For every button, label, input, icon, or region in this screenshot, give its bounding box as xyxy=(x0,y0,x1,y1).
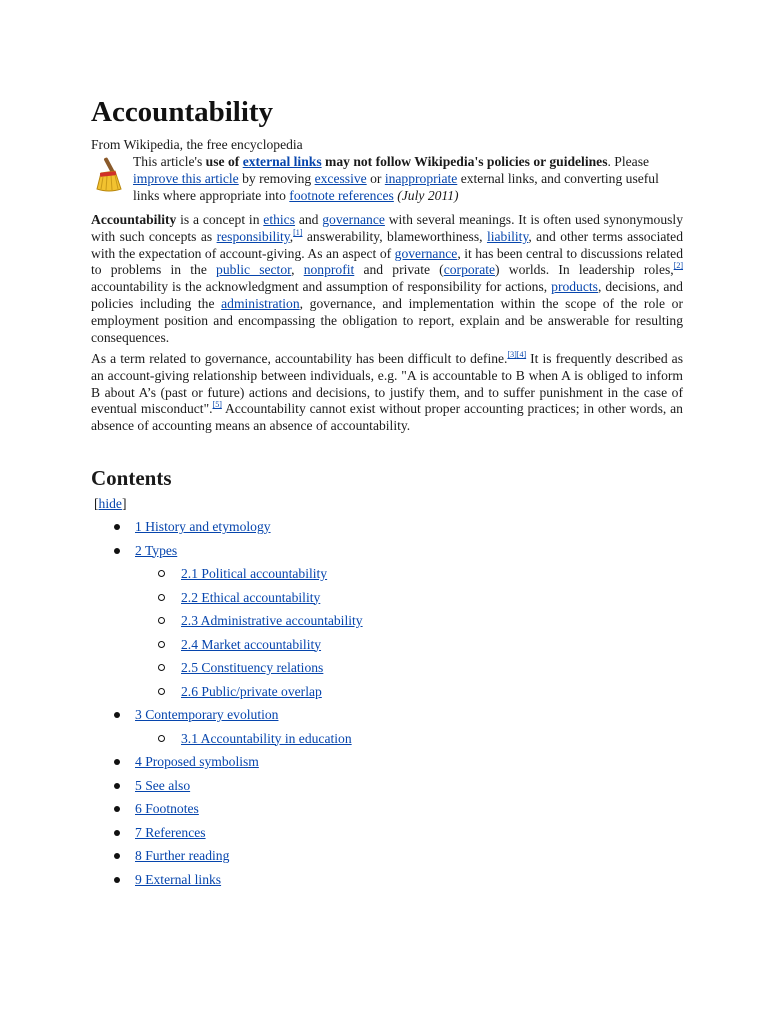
paragraph-text: , xyxy=(289,228,294,244)
broom-icon xyxy=(91,155,127,193)
products-link[interactable]: products xyxy=(551,279,598,295)
citation-link[interactable]: [1] xyxy=(293,227,303,237)
notice-text-part: by removing xyxy=(238,171,315,186)
toc-item xyxy=(91,515,651,539)
notice-text-part: use of xyxy=(205,154,243,169)
ethics-link[interactable]: ethics xyxy=(263,212,296,227)
toc-link-history-and-etymology[interactable]: 1 History and etymology xyxy=(135,519,271,534)
paragraph-text: , governance, and implementation within the scope of the role or employment position and encompassing the obligation to report, explain and be answerable for resulting consequences. xyxy=(91,295,684,345)
toc-subitem xyxy=(91,609,651,633)
external-links-link[interactable]: external links xyxy=(242,154,322,169)
toc-link-further-reading[interactable]: 8 Further reading xyxy=(135,848,230,863)
corporate-link[interactable]: corporate xyxy=(443,262,496,278)
paragraph-text: , xyxy=(291,262,304,278)
notice-text-part: may not follow Wikipedia's policies or guidelines xyxy=(321,154,608,169)
toc-link-accountability-in-education[interactable]: 3.1 Accountability in education xyxy=(181,730,352,746)
toc-link-political-accountability[interactable]: 2.1 Political accountability xyxy=(181,566,328,581)
notice-text-part: This article's xyxy=(133,154,206,169)
page-subtitle: From Wikipedia, the free encyclopedia xyxy=(91,137,303,152)
notice-text xyxy=(133,153,685,204)
nonprofit-link[interactable]: nonprofit xyxy=(303,262,355,278)
notice-bold-part xyxy=(206,154,608,169)
intro-paragraph xyxy=(91,212,683,346)
toc-item xyxy=(91,750,651,774)
toc-link-ethical-accountability[interactable]: 2.2 Ethical accountability xyxy=(181,589,321,605)
toc-link-contemporary-evolution[interactable]: 3 Contemporary evolution xyxy=(135,707,279,722)
toc-link-external-links[interactable]: 9 External links xyxy=(135,871,222,887)
contents-heading: Contents xyxy=(91,466,172,490)
toc-subitem xyxy=(91,727,651,751)
external-links-notice xyxy=(91,153,683,205)
toc-item xyxy=(91,797,651,821)
responsibility-link[interactable]: responsibility xyxy=(216,228,290,244)
paragraph-text: and xyxy=(295,212,323,227)
notice-text-part: . Please xyxy=(607,154,650,169)
liability-link[interactable]: liability xyxy=(486,228,529,244)
paragraph-text: accountability is the acknowledgment and assumption of responsibility for actions, xyxy=(91,279,552,295)
paragraph-text: is a concept in xyxy=(176,212,264,227)
toc-item xyxy=(91,774,651,798)
toc-bracket: [ xyxy=(94,496,99,511)
page-title: Accountability xyxy=(91,96,274,128)
improve-article-link[interactable]: improve this article xyxy=(133,171,239,186)
citation-link[interactable]: [4] xyxy=(516,350,527,359)
notice-text-part: external links, and converting useful links where appropriate into xyxy=(133,171,659,203)
term-bold: Accountability xyxy=(91,212,177,227)
toc-toggle xyxy=(94,495,126,513)
citation-link[interactable]: [2] xyxy=(673,261,684,271)
toc-subitem xyxy=(91,633,651,657)
paragraph-text: answerability, blameworthiness, xyxy=(302,228,487,244)
toc-link-footnotes[interactable]: 6 Footnotes xyxy=(135,801,199,816)
citation-ref xyxy=(674,261,683,270)
paragraph-text: with several meanings. It is often used synonymously with such concepts as xyxy=(91,212,683,244)
toc-subitem xyxy=(91,562,651,586)
toc-item xyxy=(91,844,651,868)
citation-link[interactable]: [5] xyxy=(212,400,222,410)
paragraph-text: As a term related to governance, accountability has been difficult to define. xyxy=(91,351,508,366)
governance-link[interactable]: governance xyxy=(322,212,385,227)
toc-item xyxy=(91,868,651,892)
public-sector-link[interactable]: public sector xyxy=(216,262,292,278)
toc-link-public-private-overlap[interactable]: 2.6 Public/private overlap xyxy=(181,683,322,699)
administration-link[interactable]: administration xyxy=(221,295,300,311)
toc-link-market-accountability[interactable]: 2.4 Market accountability xyxy=(181,636,322,652)
toc-subitem xyxy=(91,656,651,680)
toc-link-constituency-relations[interactable]: 2.5 Constituency relations xyxy=(181,660,324,675)
paragraph-text: , decisions, and policies including the xyxy=(91,279,683,311)
toc-item xyxy=(91,703,651,727)
paragraph-text: ) worlds. In leadership roles, xyxy=(495,262,674,278)
paragraph-text: , it has been central to discussions related to problems in the xyxy=(91,245,683,278)
notice-date: (July 2011) xyxy=(397,188,459,203)
excessive-link[interactable]: excessive xyxy=(314,171,367,186)
toc-link-administrative-accountability[interactable]: 2.3 Administrative accountability xyxy=(181,613,363,628)
toc-bracket: ] xyxy=(121,496,127,511)
toc-link-types[interactable]: 2 Types xyxy=(135,542,178,558)
inappropriate-link[interactable]: inappropriate xyxy=(384,171,458,186)
toc-link-references[interactable]: 7 References xyxy=(135,824,206,840)
citation-ref xyxy=(213,400,222,409)
paragraph-text: It is frequently described as an account-giving relationship between individuals, e.g. "A is accountable to B when A is obliged to inform B about A’s (past or future) actions and decisions, to justify them, and to suffer punishment in the case of eventual misconduct". xyxy=(91,351,683,417)
toc-item xyxy=(91,539,651,563)
hide-toc-link[interactable]: hide xyxy=(98,496,122,511)
paragraph-text: , and other terms associated with the expectation of account-giving. As an aspect of xyxy=(91,228,683,261)
governance-link[interactable]: governance xyxy=(394,245,458,261)
footnote-references-link[interactable]: footnote references xyxy=(289,188,394,203)
toc-link-see-also[interactable]: 5 See also xyxy=(135,777,191,793)
toc-subitem xyxy=(91,680,651,704)
table-of-contents xyxy=(91,515,651,891)
toc-subitem xyxy=(91,586,651,610)
citation-link[interactable]: [3] xyxy=(507,350,517,359)
notice-text-part: or xyxy=(366,171,385,186)
paragraph-text: Accountability cannot exist without proper accounting practices; in other words, an absence of accounting means an absence of accountability. xyxy=(91,401,683,434)
toc-link-proposed-symbolism[interactable]: 4 Proposed symbolism xyxy=(135,754,259,769)
citation-ref xyxy=(507,350,526,359)
paragraph-text: and private ( xyxy=(354,262,444,278)
definition-paragraph xyxy=(91,351,683,435)
toc-item xyxy=(91,821,651,845)
